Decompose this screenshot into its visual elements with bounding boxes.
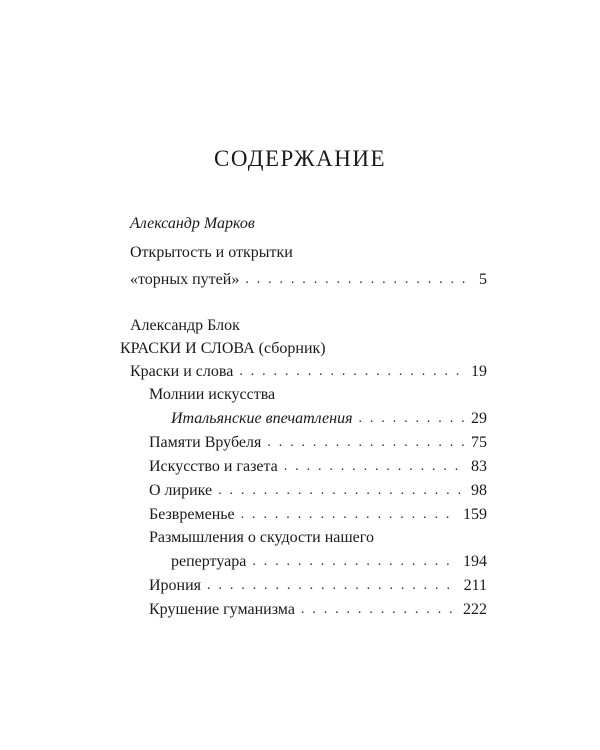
toc-entry-kraski [130,362,487,383]
entry-page: 29 [471,410,487,427]
dot-leader [301,600,457,620]
dot-leader [252,552,457,572]
entry-title: Искусство и газета [149,458,278,475]
dot-leader [359,409,466,429]
dot-leader [267,433,465,453]
dot-leader [284,457,465,477]
toc-entry-bezvremenye [149,505,487,526]
entry-title: «торных путей» [130,271,240,288]
entry-page: 83 [471,458,487,475]
toc-entry-lirika [149,481,487,502]
dot-leader [241,505,457,525]
entry-page: 5 [479,271,487,288]
entry-page: 194 [463,553,487,570]
entry-title: Крушение гуманизма [149,601,295,618]
section-author: Александр Блок [130,317,240,334]
toc-entry-molnii: Молнии искусства [149,386,276,403]
toc-entry-gazeta [149,457,487,478]
toc-entry-vrubel [149,433,487,454]
entry-page: 98 [471,482,487,499]
dot-leader [239,362,465,382]
section-title: КРАСКИ И СЛОВА (сборник) [120,340,326,357]
toc-entry-intro [130,270,487,291]
entry-title: Ирония [149,577,202,594]
entry-page: 75 [471,434,487,451]
dot-leader [218,481,465,501]
toc-entry-ironiya [149,576,487,597]
dot-leader [245,270,473,290]
entry-title: Памяти Врубеля [149,434,262,451]
entry-title: Безвременье [149,506,235,523]
entry-page: 159 [463,506,487,523]
dot-leader [207,576,458,596]
toc-entry-razmyshleniya: Размышления о скудости нашего [149,529,374,546]
entry-page: 222 [463,601,487,618]
entry-title: репертуара [171,553,247,570]
intro-title-line1: Открытость и открытки [130,244,293,261]
entry-title: О лирике [149,482,213,499]
entry-page: 19 [471,363,487,380]
toc-entry-krushenie [149,600,487,621]
entry-title: Краски и слова [130,363,234,380]
entry-page: 211 [463,577,487,594]
page-title: СОДЕРЖАНИЕ [213,146,386,171]
toc-entry-italian [171,409,487,430]
entry-title: Итальянские впечатления [171,410,353,427]
intro-author: Александр Марков [130,215,255,232]
toc-entry-repertuar [171,552,487,573]
